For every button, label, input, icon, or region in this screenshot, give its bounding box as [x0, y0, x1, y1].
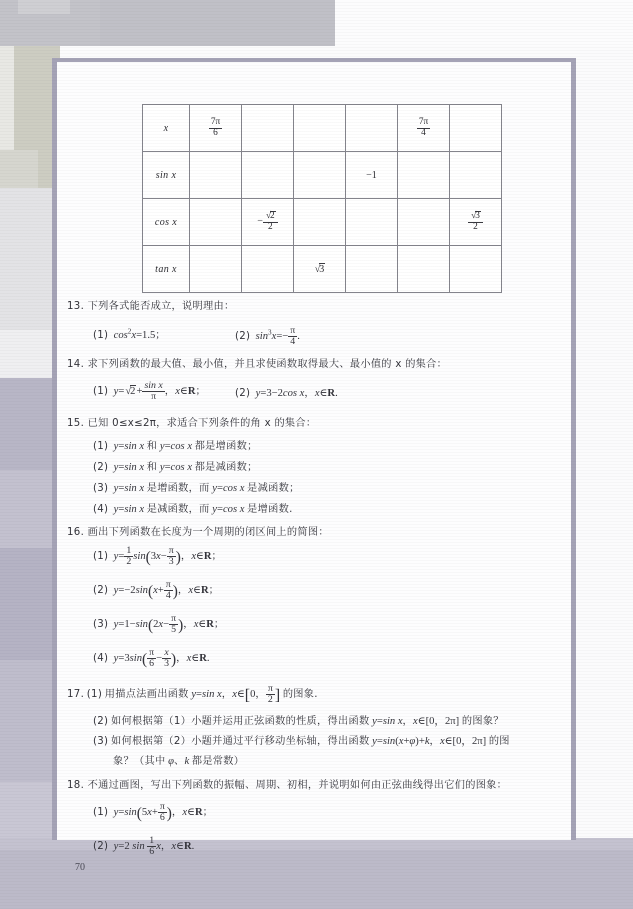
cell-x-4: [346, 105, 398, 152]
exercise-18-item-2: (2) y=2 sin $\frac{1}{6}$ x，x∈R.: [93, 835, 195, 858]
cell-sin-3: [294, 152, 346, 199]
margin-band-lavender-3: [0, 548, 52, 668]
row-label-sin: sin x: [143, 152, 190, 199]
exercise-17-item-3-cont: 象？（其中 φ、k 都是常数）: [113, 756, 245, 767]
exercise-15-item-1: (1) y=sin x 和 y=cos x 都是增函数；: [93, 441, 258, 452]
exercise-14-item-1: (1) y= √ 2+ $\frac{\text{sin x}}{\pi}$ ，x∈R；: [93, 381, 206, 403]
table-row: [143, 105, 502, 152]
cell-x-2: [242, 105, 294, 152]
table-row: [143, 246, 502, 293]
table-row: [143, 152, 502, 199]
exercise-18-prompt: 18. 不通过画图，写出下列函数的振幅、周期、初相，并说明如何由正弦曲线得出它们的图象：: [67, 780, 508, 791]
cell-cos-4: [346, 199, 398, 246]
top-gray-block-inner: [100, 0, 335, 46]
margin-band-lavender-4: [0, 660, 52, 790]
exercise-16-prompt: 16. 画出下列函数在长度为一个周期的闭区间上的简图：: [67, 527, 329, 538]
page-sheet-inner: [57, 62, 571, 858]
cell-cos-1: [190, 199, 242, 246]
row-label-cos: cos x: [143, 199, 190, 246]
cell-sin-4: −1: [346, 152, 398, 199]
exercise-15-item-4: (4) y=sin x 是减函数，而 y=cos x 是增函数.: [93, 504, 293, 515]
cell-tan-6: [450, 246, 502, 293]
cell-tan-3: √ 3: [294, 246, 346, 293]
cell-x-6: [450, 105, 502, 152]
page-sheet: [52, 58, 576, 858]
margin-band-lavender-5: [0, 782, 52, 842]
exercise-17-item-1: 17. (1) 用描点法画出函数 y=sin x，x∈[0， $\frac{\pi}{2}$ ] 的图象.: [67, 683, 318, 706]
cell-cos-2: − √ $\frac{2}{2}$: [242, 199, 294, 246]
exercise-18-item-1: (1) y=sin(5x+ $\frac{\pi}{6}$ )，x∈R；: [93, 801, 214, 824]
cell-x-1: $\frac{7\pi}{6}$: [190, 105, 242, 152]
row-label-tan: tan x: [143, 246, 190, 293]
exercise-13-item-2: (2) $\sin^3x=-$ $\frac{\pi}{4}$ .: [235, 325, 300, 348]
cell-tan-1: [190, 246, 242, 293]
exercise-16-item-1: (1) y= $\frac{1}{2}$ sin(3x− $\frac{\pi}{3}$ )，x∈R；: [93, 545, 223, 568]
exercise-13-item-1: (1) $\cos^2x=1.5$；: [93, 327, 166, 341]
table-row: [143, 199, 502, 246]
exercise-14-item-2: (2) y=3−2cos x，x∈R.: [235, 388, 338, 399]
cell-cos-3: [294, 199, 346, 246]
exercise-13-prompt: 13. 下列各式能否成立，说明理由：: [67, 301, 235, 312]
cell-x-3: [294, 105, 346, 152]
row-label-x: x: [143, 105, 190, 152]
cell-sin-1: [190, 152, 242, 199]
cell-cos-5: [398, 199, 450, 246]
exercise-17-item-2: (2) 如何根据第（1）小题并运用正弦函数的性质，得出函数 y=sin x，x∈[0，2π] 的图象？: [93, 716, 504, 727]
cell-sin-5: [398, 152, 450, 199]
cell-cos-6: √ $\frac{3}{2}$: [450, 199, 502, 246]
margin-band-lavender-2: [0, 470, 52, 560]
cell-tan-5: [398, 246, 450, 293]
cell-sin-6: [450, 152, 502, 199]
cell-tan-2: [242, 246, 294, 293]
page-number: 70: [75, 862, 85, 873]
trig-values-table: [142, 104, 502, 293]
exercise-15-item-2: (2) y=sin x 和 y=cos x 都是减函数；: [93, 462, 258, 473]
exercise-16-item-4: (4) y=3sin( $\frac{\pi}{6}$ − $\frac{x}{3}$ )，x∈R.: [93, 647, 210, 670]
exercise-17-item-3: (3) 如何根据第（2）小题并通过平行移动坐标轴，得出函数 y=sin(x+φ)+k，x∈[0，2π] 的图: [93, 736, 510, 747]
exercise-14-prompt: 14. 求下列函数的最大值、最小值，并且求使函数取得最大、最小值的 x 的集合：: [67, 359, 448, 370]
top-white-area: [335, 0, 633, 46]
cell-sin-2: [242, 152, 294, 199]
cell-x-5: $\frac{7\pi}{4}$: [398, 105, 450, 152]
cell-tan-4: [346, 246, 398, 293]
exercise-15-prompt: 15. 已知 0≤x≤2π，求适合下列条件的角 x 的集合：: [67, 418, 317, 429]
top-left-corner-band: [18, 0, 70, 14]
exercise-16-item-3: (3) y=1−sin(2x− $\frac{\pi}{5}$ )，x∈R；: [93, 613, 225, 636]
exercise-16-item-2: (2) y=−2sin(x+ $\frac{\pi}{4}$ )，x∈R；: [93, 579, 220, 602]
exercise-15-item-3: (3) y=sin x 是增函数，而 y=cos x 是减函数；: [93, 483, 300, 494]
